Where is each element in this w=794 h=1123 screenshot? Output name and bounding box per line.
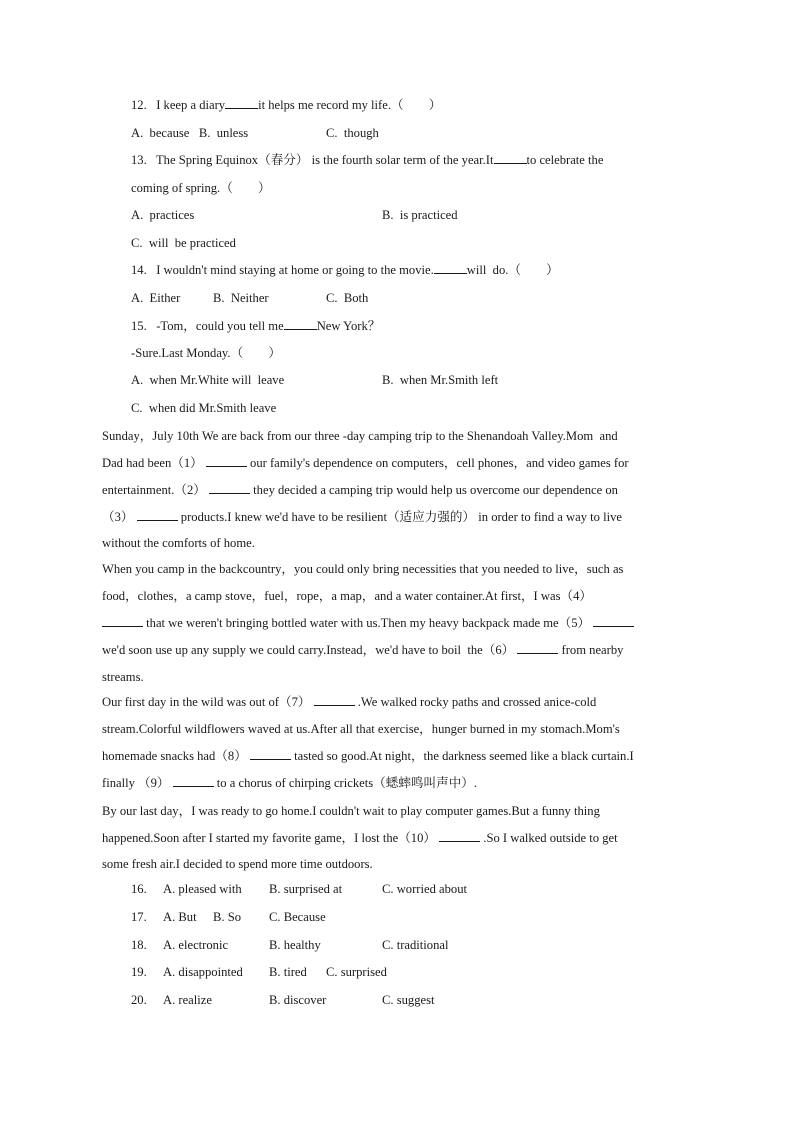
blank-10[interactable] [439, 830, 480, 842]
passage-line [102, 615, 634, 631]
question-15-option-a [131, 372, 284, 388]
choice-number: 16. [131, 882, 147, 896]
passage-text: that we weren't bringing bottled water with us.Then my heavy backpack made me（5） [143, 616, 594, 630]
passage-text: tasted so good.At night，the darkness seemed like a black curtain.I [290, 749, 634, 763]
choice-option-a[interactable]: A. electronic [163, 938, 229, 952]
option-letter: A. [131, 291, 144, 305]
passage-text: products.I knew we'd have to be resilient（适应力强的） in order to find a way to live [177, 510, 622, 524]
answer-blank[interactable] [494, 152, 527, 164]
choice-option-c[interactable]: C. suggest [382, 993, 435, 1007]
option-letter: B. [382, 373, 394, 387]
question-13-option-b [382, 207, 458, 223]
question-number: 13. [131, 153, 147, 167]
question-stem: -Sure.Last Monday.（ ） [131, 346, 281, 360]
blank-5[interactable] [593, 615, 634, 627]
question-13 [131, 152, 603, 168]
blank-8[interactable] [250, 748, 291, 760]
passage-line [102, 775, 477, 791]
option-letter: C. [131, 401, 143, 415]
answer-blank[interactable] [225, 97, 258, 109]
question-stem: will do.（ ） [466, 263, 559, 277]
passage-line [102, 535, 255, 551]
question-14-options-ab [131, 290, 180, 306]
question-12 [131, 97, 441, 113]
choice-number: 20. [131, 993, 147, 1007]
question-number: 14. [131, 263, 147, 277]
passage-text: By our last day，I was ready to go home.I couldn't wait to play computer games.But a funny thing [102, 804, 600, 818]
passage-line [102, 561, 623, 577]
question-stem: I wouldn't mind staying at home or going to the movie. [156, 263, 434, 277]
question-15-stem-cont [131, 345, 281, 361]
question-stem: New York？ [316, 319, 381, 333]
passage-text: some fresh air.I decided to spend more time outdoors. [102, 857, 373, 871]
question-13-option-c [131, 235, 236, 251]
passage-line [102, 482, 618, 498]
choice-number: 18. [131, 938, 147, 952]
choice-option-b[interactable]: B. surprised at [269, 882, 343, 896]
passage-line [102, 455, 629, 471]
option-text[interactable]: Either [149, 291, 181, 305]
option-text[interactable]: unless [216, 126, 249, 140]
option-text[interactable]: will be practiced [148, 236, 236, 250]
passage-line [102, 642, 623, 658]
blank-7[interactable] [314, 694, 355, 706]
choice-number: 19. [131, 965, 147, 979]
question-stem: The Spring Equinox（春分） is the fourth solar term of the year.It [155, 153, 494, 167]
passage-line [102, 509, 622, 525]
question-12-option-c [326, 125, 379, 141]
passage-text: Our first day in the wild was out of（7） [102, 695, 314, 709]
passage-text: we'd soon use up any supply we could carry.Instead，we'd have to boil the（6） [102, 643, 518, 657]
choice-option-c[interactable]: C. worried about [382, 882, 467, 896]
question-stem: to celebrate the [526, 153, 604, 167]
passage-line [102, 830, 618, 846]
passage-line [102, 428, 618, 444]
choice-option-b[interactable]: B. tired [269, 965, 307, 979]
option-text[interactable]: practices [149, 208, 195, 222]
option-text[interactable]: is practiced [399, 208, 458, 222]
choice-number: 17. [131, 910, 147, 924]
passage-text: entertainment.（2） [102, 483, 210, 497]
passage-line [102, 669, 144, 685]
answer-blank[interactable] [284, 318, 317, 330]
question-stem: I keep a diary [156, 98, 226, 112]
option-letter: C. [131, 236, 143, 250]
option-text[interactable]: though [343, 126, 379, 140]
option-letter: A. [131, 373, 144, 387]
answer-blank[interactable] [434, 262, 467, 274]
option-letter: C. [326, 126, 338, 140]
option-letter: C. [326, 291, 338, 305]
choice-option-b[interactable]: B. healthy [269, 938, 321, 952]
passage-line [102, 588, 592, 604]
choice-option-a[interactable]: A. realize [163, 993, 212, 1007]
option-letter: B. [213, 291, 225, 305]
option-letter: B. [198, 126, 211, 140]
blank-3[interactable] [137, 509, 178, 521]
passage-text: finally （9） [102, 776, 173, 790]
choice-option-a[interactable]: A. disappointed [163, 965, 243, 979]
question-15-option-b [382, 372, 498, 388]
passage-line [102, 803, 600, 819]
question-14-option-b [213, 290, 269, 306]
passage-text: .So I walked outside to get [480, 831, 618, 845]
option-text[interactable]: because [149, 126, 190, 140]
choice-option-b[interactable]: B. discover [269, 993, 327, 1007]
blank-4[interactable] [102, 615, 143, 627]
passage-text: without the comforts of home. [102, 536, 255, 550]
question-14 [131, 262, 559, 278]
passage-text: Sunday，July 10th We are back from our three -day camping trip to the Shenandoah Valley.Mom and [102, 429, 618, 443]
passage-text: from nearby [558, 643, 624, 657]
option-letter: A. [131, 126, 144, 140]
option-text[interactable]: Both [343, 291, 369, 305]
option-text[interactable]: Neither [230, 291, 269, 305]
passage-text: .We walked rocky paths and crossed anice-cold [354, 695, 597, 709]
question-12-options [131, 125, 248, 141]
passage-text: to a chorus of chirping crickets（蟋蟀鸣叫声中）. [213, 776, 478, 790]
question-stem: it helps me record my life.（ ） [258, 98, 442, 112]
question-15 [131, 318, 380, 334]
passage-text: When you camp in the backcountry，you could only bring necessities that you needed to live，such as [102, 562, 624, 576]
passage-line [102, 856, 373, 872]
blank-6[interactable] [517, 642, 558, 654]
choice-option-a[interactable]: A. But [163, 910, 197, 924]
passage-text: they decided a camping trip would help us overcome our dependence on [250, 483, 618, 497]
passage-text: food，clothes，a camp stove，fuel，rope，a map，and a water container.At first，I was（4） [102, 589, 592, 603]
passage-line [102, 694, 596, 710]
passage-text: happened.Soon after I started my favorite game，I lost the（10） [102, 831, 440, 845]
passage-text: streams. [102, 670, 144, 684]
passage-text: （3） [102, 510, 137, 524]
passage-text: homemade snacks had（8） [102, 749, 250, 763]
question-number: 15. [131, 319, 147, 333]
choice-option-b[interactable]: B. So [213, 910, 241, 924]
passage-text: stream.Colorful wildflowers waved at us.After all that exercise，hunger burned in my stomach.Mom's [102, 722, 620, 736]
question-number: 12. [131, 98, 147, 112]
passage-line [102, 721, 620, 737]
option-text[interactable]: when Mr.White will leave [149, 373, 285, 387]
question-stem: -Tom，could you tell me [156, 319, 284, 333]
choice-option-c[interactable]: C. Because [269, 910, 326, 924]
option-text[interactable]: when Mr.Smith left [399, 373, 499, 387]
choice-option-c[interactable]: C. surprised [326, 965, 387, 979]
passage-text: Dad had been（1） [102, 456, 206, 470]
question-stem: coming of spring.（ ） [131, 181, 271, 195]
blank-9[interactable] [173, 775, 214, 787]
passage-text: our family's dependence on computers，cell phones，and video games for [246, 456, 629, 470]
passage-line [102, 748, 634, 764]
question-13-stem-cont [131, 180, 271, 196]
option-letter: A. [131, 208, 144, 222]
question-13-option-a [131, 207, 194, 223]
choice-option-c[interactable]: C. traditional [382, 938, 449, 952]
question-15-option-c [131, 400, 276, 416]
choice-option-a[interactable]: A. pleased with [163, 882, 242, 896]
question-14-option-c [326, 290, 368, 306]
option-text[interactable]: when did Mr.Smith leave [148, 401, 277, 415]
blank-2[interactable] [209, 482, 250, 494]
blank-1[interactable] [206, 455, 247, 467]
option-letter: B. [382, 208, 394, 222]
